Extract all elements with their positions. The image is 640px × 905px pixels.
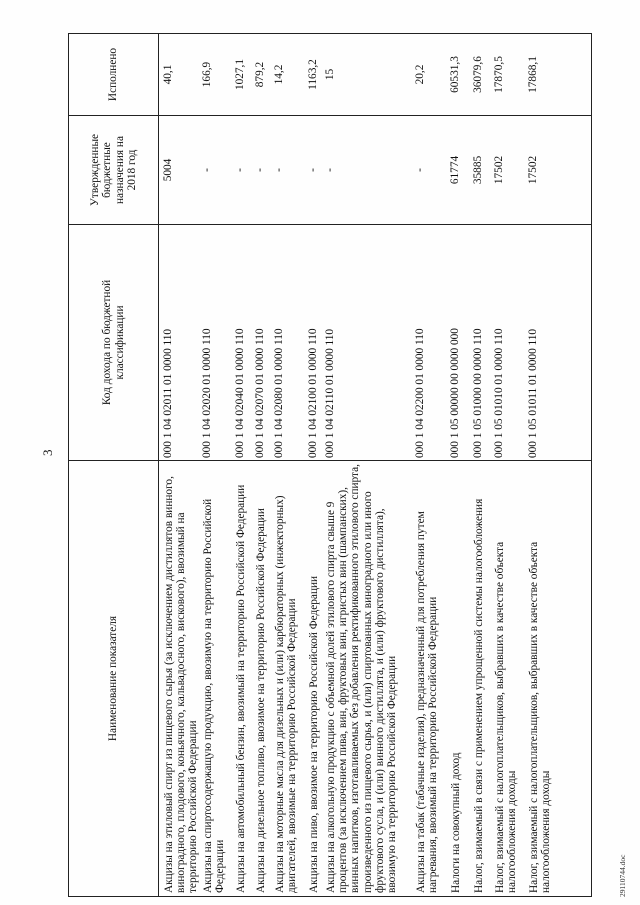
row-approved: 17502	[527, 155, 539, 185]
row-code: 000 1 05 00000 00 0000 000	[449, 328, 461, 458]
row-approved: -	[414, 168, 426, 172]
footer-filename: 29110744.doc	[618, 854, 627, 897]
row-code: 000 1 04 02020 01 0000 110	[201, 328, 213, 458]
row-approved: -	[324, 168, 336, 172]
row-executed: 15	[324, 68, 336, 81]
row-approved: 5004	[162, 158, 174, 182]
row-code: 000 1 05 01000 00 0000 110	[472, 328, 484, 458]
budget-table	[68, 33, 592, 897]
table-border-bottom	[591, 33, 592, 897]
row-name: Акцизы на моторные масла для дизельных и (или) карбюраторных (инжекторных) двигателей, ввозимые на территорию Российской Федерации	[274, 495, 299, 893]
row-name: Акцизы на этиловый спирт из пищевого сырья (за исключением дистиллятов винного, виноградного, плодового, коньячного, кальвадосного, вискового), ввозимый на территорию Российской Федерации	[163, 476, 200, 893]
row-name: Акцизы на табак (табачные изделия), предназначенный для потребления путем нагревания, ввозимый на территорию Российской Федерации	[415, 511, 440, 893]
page-number: 3	[40, 449, 55, 456]
row-name: Акцизы на алкогольную продукцию с объемной долей этилового спирта свыше 9 процентов (за исключением пива, вин, фруктовых вин, игристых вин (шампанских), винных напитков, изготавливаемых без добавления ректификованного этилового спирта, произведенного из пищевого сырья, и (или) спиртованных виноградного или иного фруктового сусла, и (или) винного дистиллята, и (или) фруктового дистиллята), ввозимую на территорию Российской Федерации	[325, 464, 399, 893]
row-name: Налог, взимаемый с налогоплательщиков, выбравших в качестве объекта налогообложения доходы	[494, 541, 519, 893]
row-executed: 17870,5	[493, 56, 505, 93]
row-approved: 17502	[493, 155, 505, 185]
row-code: 000 1 04 02200 01 0000 110	[414, 328, 426, 458]
row-executed: 40,1	[162, 64, 174, 85]
row-executed: 14,2	[273, 64, 285, 85]
row-approved: -	[254, 168, 266, 172]
row-approved: -	[273, 168, 285, 172]
row-code: 000 1 04 02080 01 0000 110	[273, 328, 285, 458]
row-executed: 17868,1	[527, 56, 539, 93]
row-code: 000 1 04 02070 01 0000 110	[254, 328, 266, 458]
row-executed: 1163,2	[307, 59, 319, 90]
row-executed: 166,9	[201, 61, 213, 88]
row-name: Налоги на совокупный доход	[450, 752, 462, 893]
row-executed: 60531,3	[449, 56, 461, 93]
row-code: 000 1 05 01011 01 0000 110	[527, 328, 539, 458]
row-code: 000 1 04 02110 01 0000 110	[324, 328, 336, 458]
row-name: Акцизы на спиртосодержащую продукцию, ввозимую на территорию Российской Федерации	[202, 498, 227, 893]
row-name: Акцизы на пиво, ввозимое на территорию Российской Федерации	[308, 575, 320, 893]
header-divider	[158, 33, 159, 897]
row-approved: -	[201, 168, 213, 172]
header-name: Наименование показателя	[107, 615, 120, 742]
row-name: Акцизы на автомобильный бензин, ввозимый на территорию Российской Федерации	[235, 484, 247, 893]
row-code: 000 1 04 02040 01 0000 110	[234, 328, 246, 458]
row-executed: 20,2	[414, 64, 426, 85]
row-code: 000 1 05 01010 01 0000 110	[493, 328, 505, 458]
row-name: Налог, взимаемый с налогоплательщиков, выбравших в качестве объекта налогообложения доходы	[528, 541, 553, 893]
header-approved: Утвержденные бюджетные назначения на 2018 год	[89, 133, 138, 207]
row-code: 000 1 04 02100 01 0000 110	[307, 328, 319, 458]
row-executed: 1027,1	[234, 58, 246, 91]
row-approved: -	[234, 168, 246, 172]
row-executed: 36079,6	[472, 56, 484, 93]
row-executed: 879,2	[254, 61, 266, 88]
row-approved: -	[307, 168, 319, 172]
column-rule-left	[68, 896, 592, 897]
row-name: Акцизы на дизельное топливо, ввозимое на территорию Российской Федерации	[255, 508, 267, 893]
row-approved: 35885	[472, 155, 484, 185]
row-code: 000 1 04 02011 01 0000 110	[162, 328, 174, 458]
row-name: Налог, взимаемый в связи с применением упрощенной системы налогообложения	[473, 498, 485, 893]
row-approved: 61774	[449, 155, 461, 185]
header-code: Код дохода по бюджетной классификации	[101, 279, 126, 406]
header-executed: Исполнено	[107, 47, 120, 102]
